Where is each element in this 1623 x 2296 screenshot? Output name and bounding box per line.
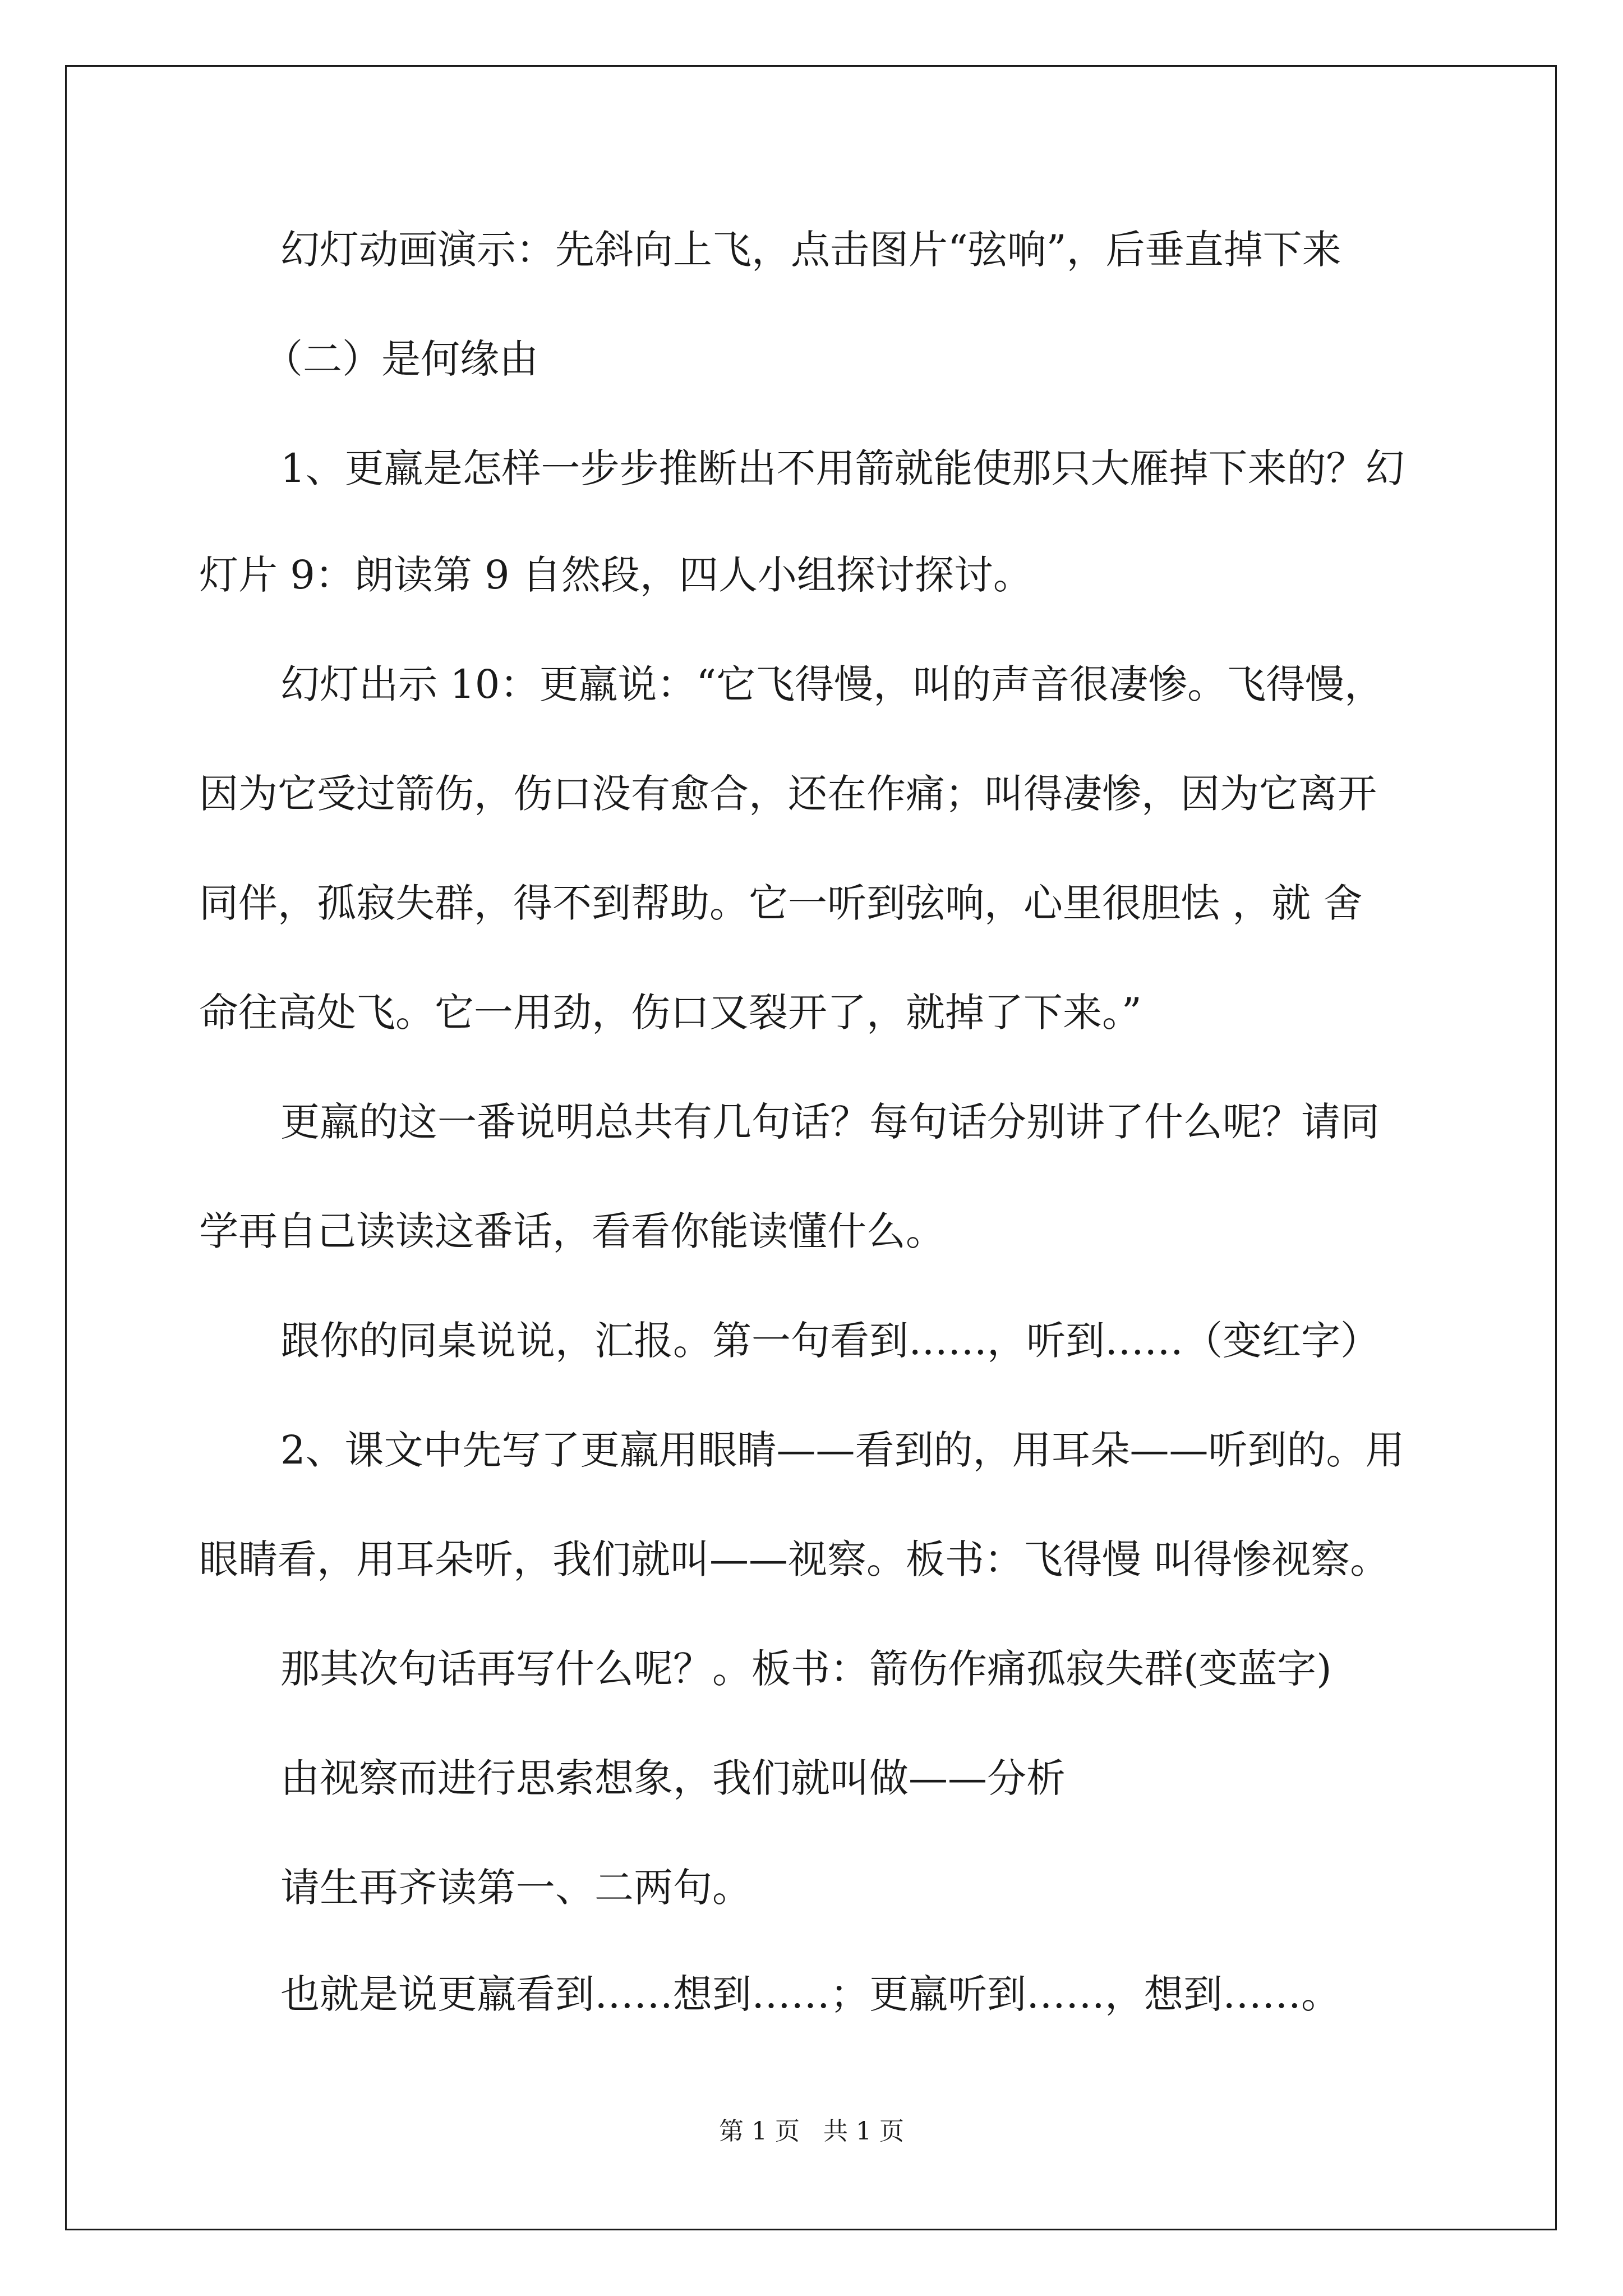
paragraph-line: 请生再齐读第一、二两句。 [280, 1865, 751, 1911]
paragraph-line: 2、课文中先写了更羸用眼睛——看到的，用耳朵——听到的。用 [280, 1427, 1405, 1473]
paragraph-line: 命往高处飞。它一用劲，伤口又裂开了，就掉了下来。” [199, 990, 1142, 1036]
page-total: 共 1 页 [823, 2117, 904, 2146]
paragraph-line: 幻灯出示 10：更羸说：“它飞得慢，叫的声音很凄惨。飞得慢， [280, 661, 1384, 707]
paragraph-line: 1、更羸是怎样一步步推断出不用箭就能使那只大雁掉下来的？幻 [280, 445, 1405, 491]
section-heading: （二）是何缘由 [264, 336, 538, 382]
paragraph-line: 幻灯动画演示：先斜向上飞，点击图片“弦响”，后垂直掉下来 [280, 227, 1341, 273]
paragraph-line: 学再自己读读这番话，看看你能读懂什么。 [199, 1208, 945, 1254]
paragraph-line: 跟你的同桌说说，汇报。第一句看到……，听到……（变红字） [280, 1318, 1380, 1364]
paragraph-line: 眼睛看，用耳朵听，我们就叫——视察。板书：飞得慢 叫得惨视察。 [199, 1536, 1390, 1582]
page-footer [0, 2115, 1623, 2148]
paragraph-line: 由视察而进行思索想象，我们就叫做——分析 [280, 1755, 1066, 1801]
paragraph-line: 更羸的这一番说明总共有几句话？每句话分别讲了什么呢？请同 [280, 1099, 1380, 1145]
page-number: 第 1 页 [719, 2117, 800, 2146]
paragraph-line: 同伴，孤寂失群，得不到帮助。它一听到弦响，心里很胆怯 ，就 舍 [199, 880, 1363, 926]
paragraph-line: 因为它受过箭伤，伤口没有愈合，还在作痛；叫得凄惨，因为它离开 [199, 771, 1377, 817]
paragraph-line: 也就是说更羸看到……想到……；更羸听到……，想到……。 [280, 1971, 1340, 2017]
paragraph-line: 那其次句话再写什么呢？。板书：箭伤作痛孤寂失群(变蓝字) [280, 1646, 1332, 1692]
paragraph-line: 灯片 9：朗读第 9 自然段，四人小组探讨探讨。 [199, 552, 1032, 598]
